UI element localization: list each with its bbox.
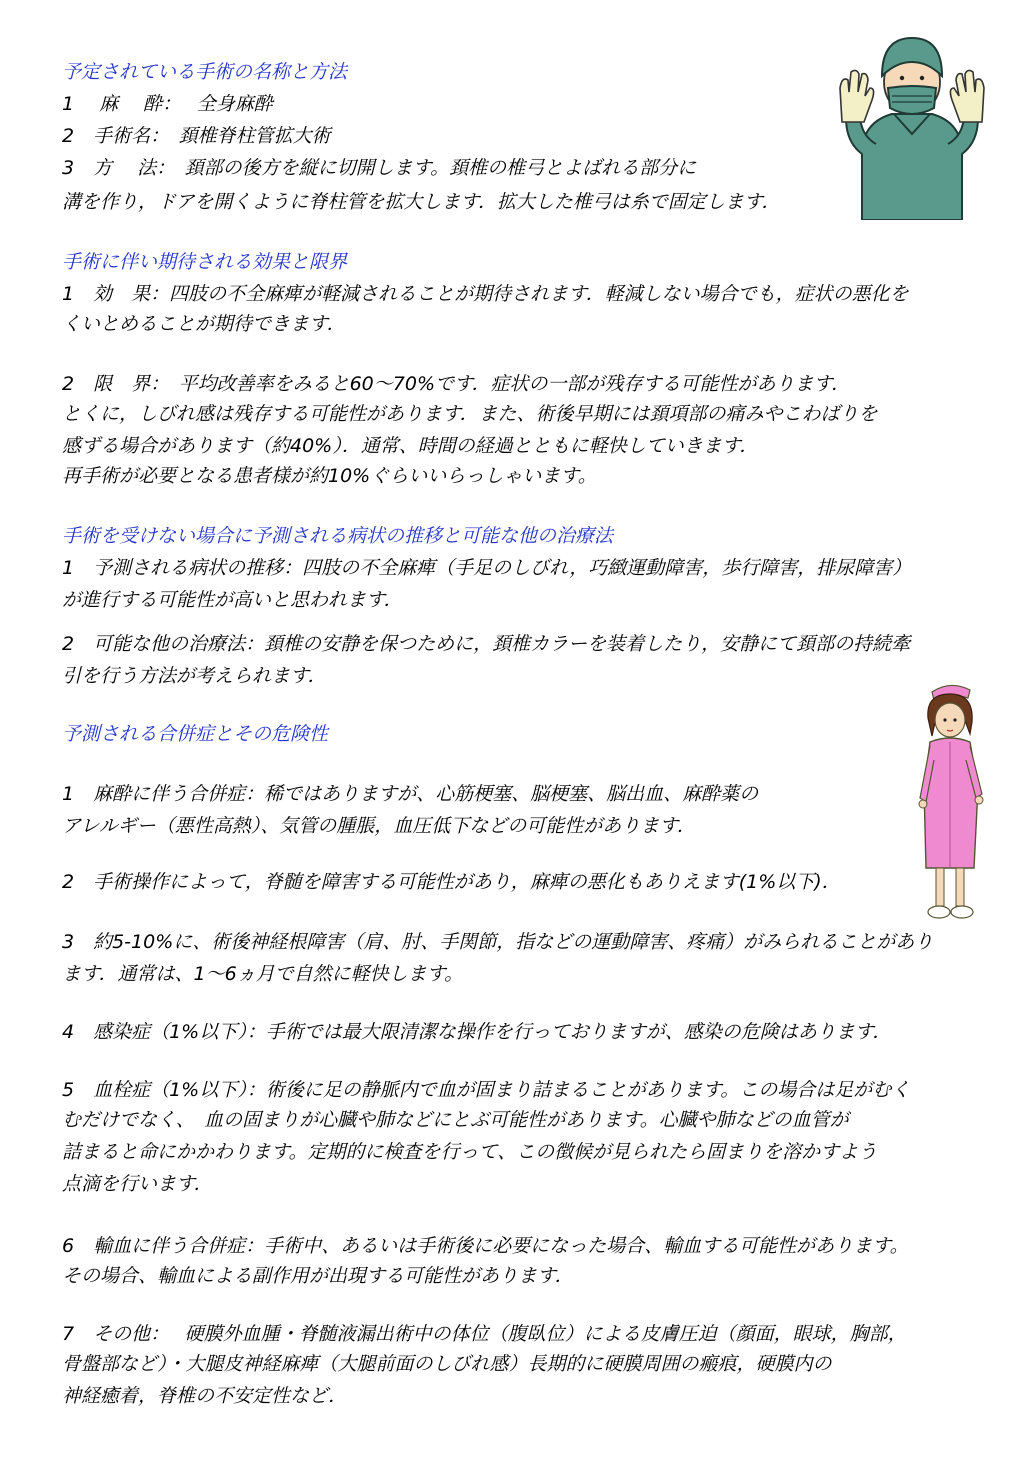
complications-line: 点滴を行います． <box>62 1173 213 1195</box>
complications-line: 6 輸血に伴う合併症：手術中、あるいは手術後に必要になった場合、輸血する可能性があります。 <box>62 1235 909 1257</box>
procedure-line: 2 手術名： 頚椎脊柱管拡大術 <box>62 125 331 147</box>
effects-line: とくに，しびれ感は残存する可能性があります．また、術後早期には頚項部の痛みやこわばりを <box>62 403 878 425</box>
no-surgery-line: 2 可能な他の治療法：頚椎の安静を保つために，頚椎カラーを装着したり，安静にて頚部の持続牽 <box>62 633 911 655</box>
no-surgery-line: が進行する可能性が高いと思われます． <box>62 589 403 611</box>
effects-line: 感ずる場合があります（約40%）．通常、時間の経過とともに軽快していきます． <box>62 435 759 457</box>
complications-line: 4 感染症（1%以下）：手術では最大限清潔な操作を行っておりますが、感染の危険はあります． <box>62 1021 892 1043</box>
procedure-line: 1 麻 酔： 全身麻酔 <box>62 93 273 115</box>
complications-line: 7 その他： 硬膜外血腫・脊髄液漏出術中の体位（腹臥位）による皮膚圧迫（顔面，眼球，胸部， <box>62 1323 907 1345</box>
effects-line: 再手術が必要となる患者様が約10%ぐらいいらっしゃいます。 <box>62 465 597 487</box>
effects-line: くいとめることが期待できます． <box>62 313 346 335</box>
procedure-line: 3 方 法： 頚部の後方を縦に切開します。頚椎の椎弓とよばれる部分に <box>62 157 697 179</box>
no-surgery-line: 1 予測される病状の推移：四肢の不全麻痺（手足のしびれ，巧緻運動障害，歩行障害，排尿障害） <box>62 557 912 579</box>
effects-line: 1 効 果：四肢の不全麻痺が軽減されることが期待されます．軽減しない場合でも，症状の悪化を <box>62 283 909 305</box>
complications-line: アレルギー（悪性高熱）、気管の腫脹，血圧低下などの可能性があります． <box>62 815 696 837</box>
complications-line: ます．通常は、1～6ヵ月で自然に軽快します。 <box>62 963 464 985</box>
complications-line: その場合、輸血による副作用が出現する可能性があります． <box>62 1265 574 1287</box>
no-surgery-line: 引を行う方法が考えられます． <box>62 665 327 687</box>
surgeon-illustration <box>832 30 992 220</box>
complications-line: 3 約5-10%に、術後神経根障害（肩、肘、手関節，指などの運動障害、疼痛）がみられることがあり <box>62 931 934 953</box>
heading-complications: 予測される合併症とその危険性 <box>62 723 329 745</box>
complications-line: 詰まると命にかかわります。定期的に検査を行って、この徴候が見られたら固まりを溶かすよう <box>62 1141 878 1163</box>
nurse-illustration <box>912 678 990 926</box>
complications-line: 1 麻酔に伴う合併症：稀ではありますが、心筋梗塞、脳梗塞、脳出血、麻酔薬の <box>62 783 759 805</box>
effects-line: 2 限 界： 平均改善率をみると60～70%です．症状の一部が残存する可能性があります． <box>62 373 850 395</box>
complications-line: 骨盤部など）・大腿皮神経麻痺（大腿前面のしびれ感）長期的に硬膜周囲の瘢痕，硬膜内の <box>62 1353 832 1375</box>
complications-line: 神経癒着，脊椎の不安定性など． <box>62 1385 348 1407</box>
heading-procedure: 予定されている手術の名称と方法 <box>62 61 348 83</box>
complications-line: 5 血栓症（1%以下）：術後に足の静脈内で血が固まり詰まることがあります。この場合は足がむく <box>62 1079 911 1101</box>
complications-line: 2 手術操作によって，脊髄を障害する可能性があり，麻痺の悪化もありえます(1%以下)． <box>62 871 841 893</box>
procedure-line: 溝を作り，ドアを開くように脊柱管を拡大します．拡大した椎弓は糸で固定します． <box>62 191 781 213</box>
heading-no-surgery: 手術を受けない場合に予測される病状の推移と可能な他の治療法 <box>62 525 614 547</box>
heading-effects: 手術に伴い期待される効果と限界 <box>62 251 348 273</box>
complications-line: むだけでなく、 血の固まりが心臓や肺などにとぶ可能性があります。心臓や肺などの血管が <box>62 1109 849 1131</box>
